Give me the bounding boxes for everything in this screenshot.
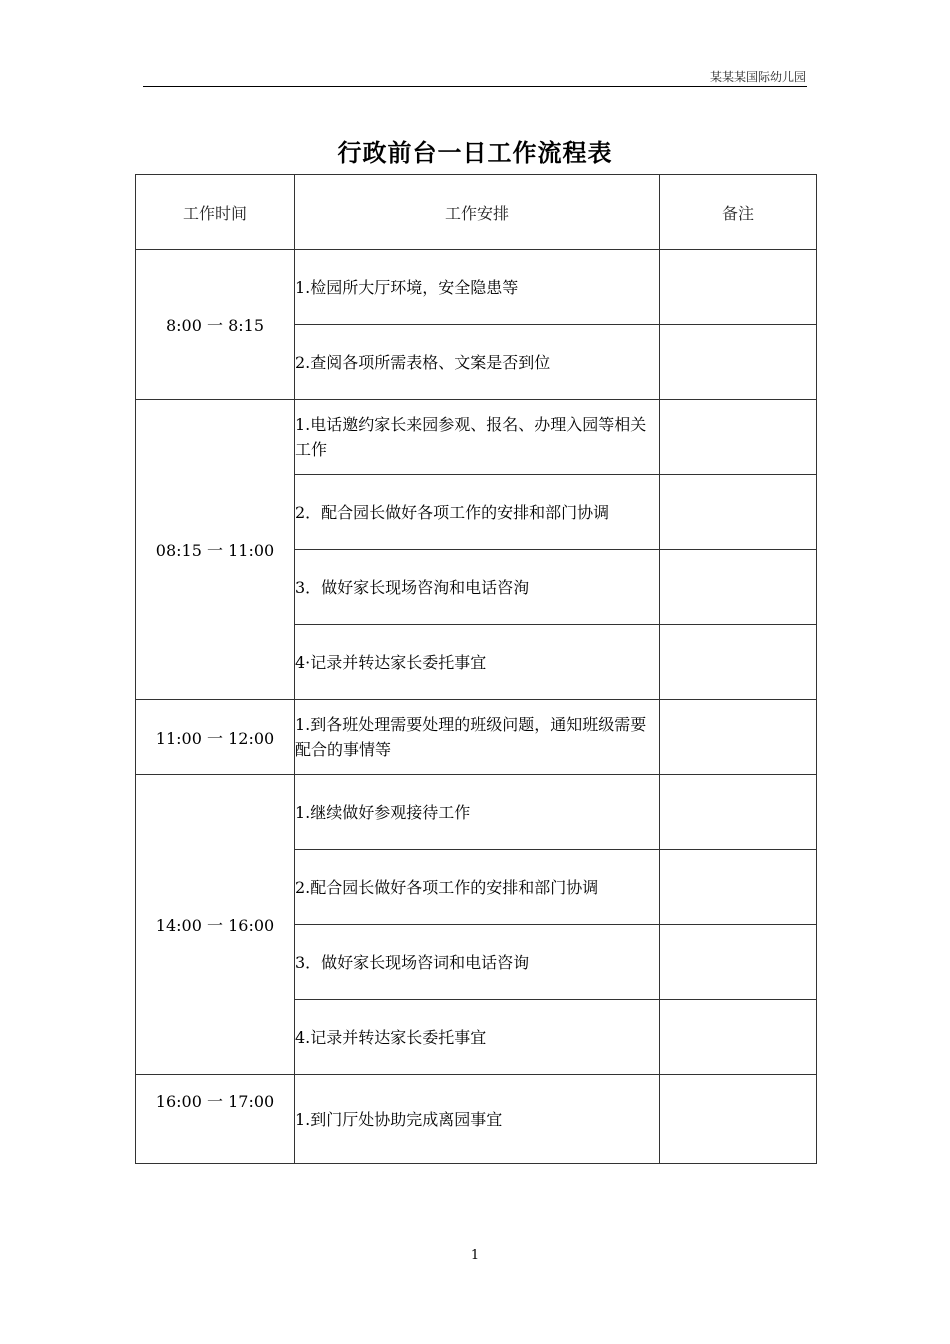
note-cell [660,775,817,850]
note-cell [660,1075,817,1164]
task-cell: 1.电话邀约家长来园参观、报名、办理入园等相关工作 [295,400,660,475]
time-slot-cell: 8:00 一 8:15 [136,250,295,400]
note-cell [660,850,817,925]
task-cell: 1.到各班处理需要处理的班级问题，通知班级需要配合的事情等 [295,700,660,775]
note-cell [660,475,817,550]
note-cell [660,400,817,475]
column-header-time: 工作时间 [136,175,295,250]
time-slot-cell: 16:00 一 17:00 [136,1075,295,1164]
note-cell [660,250,817,325]
note-cell [660,700,817,775]
task-cell: 4·记录并转达家长委托事宜 [295,625,660,700]
table-row [136,1075,817,1164]
table-row [136,400,817,475]
time-slot-cell: 11:00 一 12:00 [136,700,295,775]
table-row [136,250,817,325]
column-header-task: 工作安排 [295,175,660,250]
time-slot-cell: 14:00 一 16:00 [136,775,295,1075]
document-title: 行政前台一日工作流程表 [337,139,613,167]
task-cell: 1.到门厅处协助完成离园事宜 [295,1075,660,1164]
note-cell [660,325,817,400]
table-header-row [136,175,817,250]
schedule-table [135,174,817,1164]
task-cell: 2．配合园长做好各项工作的安排和部门协调 [295,475,660,550]
header-divider [143,86,807,87]
task-cell: 4.记录并转达家长委托事宜 [295,1000,660,1075]
table-row [136,700,817,775]
note-cell [660,625,817,700]
column-header-note: 备注 [660,175,817,250]
note-cell [660,925,817,1000]
note-cell [660,550,817,625]
task-cell: 2.配合园长做好各项工作的安排和部门协调 [295,850,660,925]
note-cell [660,1000,817,1075]
task-cell: 1.检园所大厅环境，安全隐患等 [295,250,660,325]
task-cell: 2.查阅各项所需表格、文案是否到位 [295,325,660,400]
page-number: 1 [470,1248,480,1263]
task-cell: 1.继续做好参观接待工作 [295,775,660,850]
time-slot-cell: 08:15 一 11:00 [136,400,295,700]
header-org-name: 某某某国际幼儿园 [709,70,806,84]
table-row [136,775,817,850]
task-cell: 3．做好家长现场咨洵和电话咨洵 [295,550,660,625]
task-cell: 3．做好家长现场咨词和电话咨询 [295,925,660,1000]
